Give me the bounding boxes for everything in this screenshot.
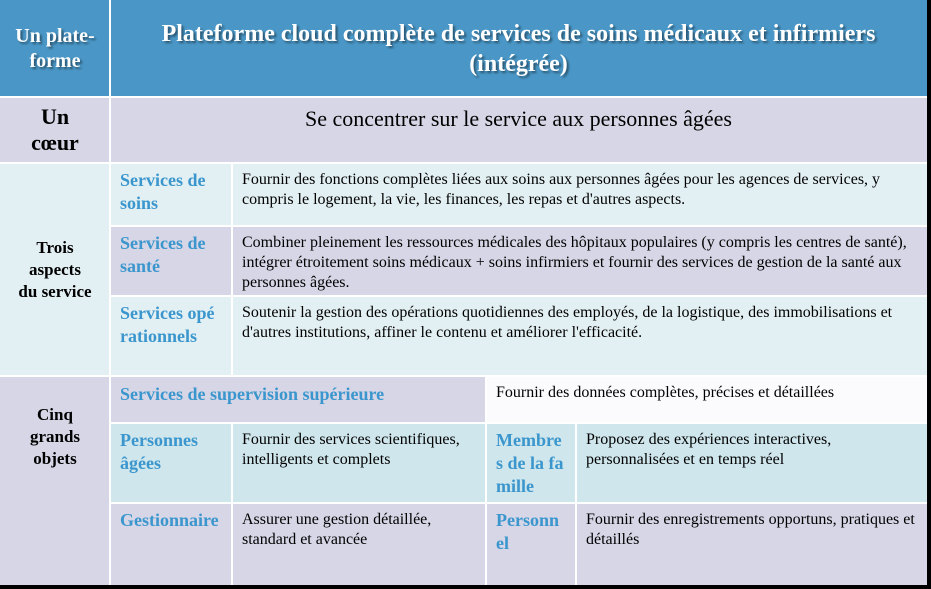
object-name-manager: Gestionnaire	[110, 503, 232, 585]
core-text: Se concentrer sur le service aux personnes âgées	[110, 97, 927, 163]
object-text-family: Proposez des expériences interactives, personnalisées et en temps réel	[576, 423, 927, 503]
aspect-text-operations: Soutenir la gestion des opérations quotidiennes des employés, de la logistique, des immobilisations et d'autres institutions, affiner le contenu et améliorer l'efficacité.	[232, 296, 927, 376]
aspect-text-care: Fournir des fonctions complètes liées aux soins aux personnes âgées pour les agences de services, y compris le logement, la vie, les finances, les repas et d'autres aspects.	[232, 163, 927, 226]
object-name-supervision: Services de supervision supérieure	[110, 376, 486, 423]
object-text-manager: Assurer une gestion détaillée, standard et avancée	[232, 503, 486, 585]
table-title	[110, 0, 927, 97]
corner-header-text: Un plate-forme	[15, 24, 95, 72]
aspect-text-health: Combiner pleinement les ressources médicales des hôpitaux populaires (y compris les centres de santé), intégrer étroitement soins médicaux + soins infirmiers et fournir des services de gestion de la santé aux personnes âgées.	[232, 226, 927, 296]
objects-label: Cinq grands objets	[0, 376, 110, 585]
aspect-name-care: Services de soins	[110, 163, 232, 226]
object-text-elderly: Fournir des services scientifiques, intelligents et complets	[232, 423, 486, 503]
object-name-staff: Personnel	[486, 503, 576, 585]
object-name-family: Membres de la famille	[486, 423, 576, 503]
aspect-name-health: Services de santé	[110, 226, 232, 296]
aspect-name-operations: Services opérationnels	[110, 296, 232, 376]
table-title-text: Plateforme cloud complète de services de soins médicaux et infirmiers (intégrée)	[161, 20, 876, 77]
object-text-staff: Fournir des enregistrements opportuns, pratiques et détaillés	[576, 503, 927, 585]
object-text-supervision: Fournir des données complètes, précises et détaillées	[486, 376, 927, 423]
core-label: Un cœur	[0, 97, 110, 163]
aspects-label: Trois aspects du service	[0, 163, 110, 376]
object-name-elderly: Personnes âgées	[110, 423, 232, 503]
corner-header	[0, 0, 110, 97]
